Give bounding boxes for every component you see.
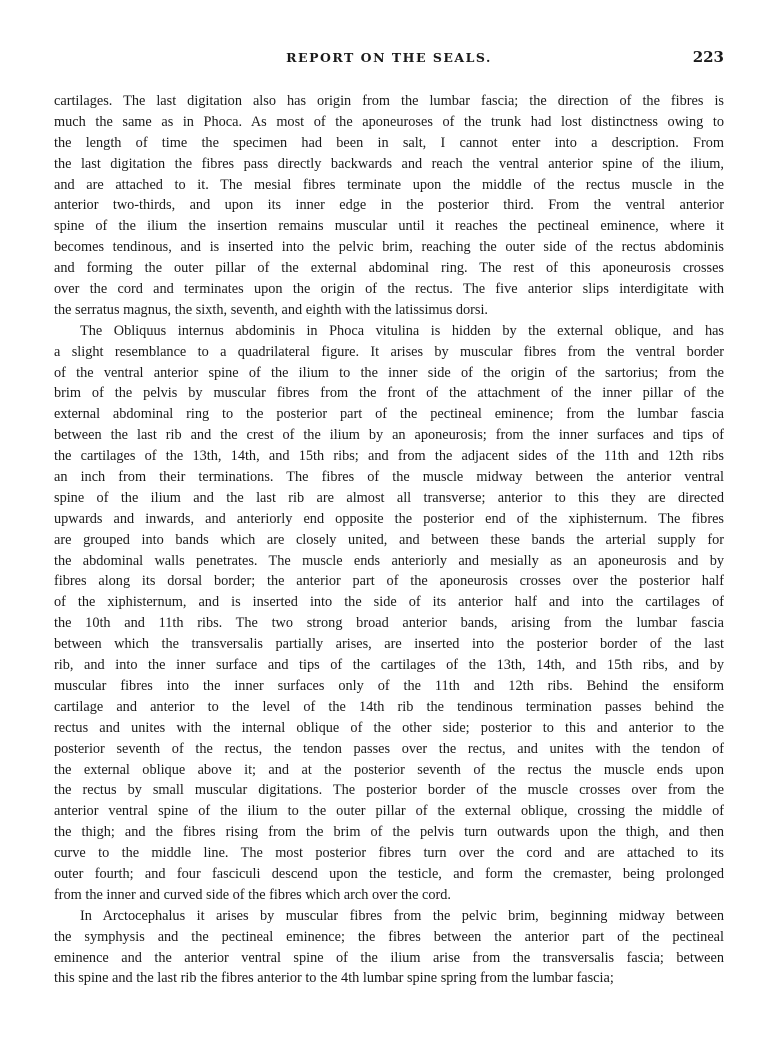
text-line: cartilage and anterior to the level of the 14th rib the tendinous termination passes behind the (54, 698, 724, 715)
text-line: cartilages. The last digitation also has origin from the lumbar fascia; the direction of the fibres is (54, 93, 724, 109)
text-line: much the same as in Phoca. As most of the aponeuroses of the trunk had lost distinctness owing to (54, 113, 724, 130)
text-line: the rectus by small muscular digitations. The posterior border of the muscle crosses over from the (54, 782, 724, 799)
text-line: eminence and the anterior ventral spine of the ilium arise from the transversalis fascia; between (54, 949, 724, 966)
text-line: upwards and inwards, and anteriorly end opposite the posterior end of the xiphisternum. The fibres (54, 510, 724, 527)
text-line: are grouped into bands which are closely united, and between these bands the arterial supply for (54, 531, 724, 548)
text-line: between which the transversalis partially arises, are inserted into the posterior border of the last (54, 636, 724, 653)
page-number: 223 (692, 48, 724, 66)
text-line: the abdominal walls penetrates. The muscle ends anteriorly and mesially as an aponeurosis and by (54, 552, 724, 569)
text-line: muscular fibres into the inner surfaces only of the 11th and 12th ribs. Behind the ensiform (54, 677, 724, 694)
text-line: from the inner and curved side of the fibres which arch over the cord. (54, 886, 451, 903)
text-line: and forming the outer pillar of the external abdominal ring. The rest of this aponeurosis crosses (54, 260, 724, 277)
text-line: brim of the pelvis by muscular fibres from the front of the attachment of the inner pillar of the (54, 385, 724, 402)
text-line: of the xiphisternum, and is inserted into the side of its anterior half and into the cartilages of (54, 594, 724, 611)
text-line: this spine and the last rib the fibres anterior to the 4th lumbar spine spring from the lumbar fascia; (54, 970, 614, 987)
running-header (54, 50, 724, 72)
text-line: the length of time the specimen had been in salt, I cannot enter into a description. From (54, 134, 724, 151)
text-line: the cartilages of the 13th, 14th, and 15th ribs; and from the adjacent sides of the 11th and 12th ribs (54, 448, 724, 465)
text-line: the 10th and 11th ribs. The two strong broad anterior bands, arising from the lumbar fascia (54, 615, 724, 632)
text-line: outer fourth; and four fasciculi descend upon the testicle, and form the cremaster, being prolonged (54, 865, 724, 882)
text-line: the serratus magnus, the sixth, seventh, and eighth with the latissimus dorsi. (54, 301, 489, 318)
paragraph (54, 321, 724, 906)
body-text (54, 91, 724, 989)
text-line: between the last rib and the crest of the ilium by an aponeurosis; from the inner surfaces and tips of (54, 427, 724, 444)
text-line: a slight resemblance to a quadrilateral figure. It arises by muscular fibres from the ventral border (54, 343, 724, 360)
text-line: In Arctocephalus it arises by muscular fibres from the pelvic brim, beginning midway between (80, 907, 724, 924)
text-line: the external oblique above it; and at the posterior seventh of the rectus the muscle ends upon (54, 761, 724, 778)
paragraph (54, 91, 724, 321)
text-line: anterior two-thirds, and upon its inner edge in the posterior third. From the ventral anterior (54, 197, 724, 214)
text-line: external abdominal ring to the posterior part of the pectineal eminence; from the lumbar fascia (54, 406, 724, 423)
text-line: an inch from their terminations. The fibres of the muscle midway between the anterior ventral (54, 469, 724, 486)
text-line: posterior seventh of the rectus, the tendon passes over the rectus, and unites with the tendon of (54, 740, 724, 757)
paragraph (54, 906, 724, 990)
text-line: fibres along its dorsal border; the anterior part of the aponeurosis crosses over the posterior half (54, 573, 724, 590)
text-line: rectus and unites with the internal oblique of the other side; posterior to this and anterior to the (54, 719, 724, 736)
text-line: anterior ventral spine of the ilium to the outer pillar of the external oblique, crossing the middle of (54, 803, 724, 820)
running-title: REPORT ON THE SEALS. (286, 50, 492, 65)
text-line: the thigh; and the fibres rising from the brim of the pelvis turn outwards upon the thigh, and then (54, 824, 724, 841)
text-line: and are attached to it. The mesial fibres terminate upon the middle of the rectus muscle in the (54, 176, 724, 193)
text-line: becomes tendinous, and is inserted into the pelvic brim, reaching the outer side of the rectus abdominis (54, 239, 724, 256)
text-line: spine of the ilium the insertion remains muscular until it reaches the pectineal eminence, where it (54, 218, 724, 235)
text-line: of the ventral anterior spine of the ilium to the inner side of the origin of the sartorius; from the (54, 364, 724, 381)
text-line: over the cord and terminates upon the origin of the rectus. The five anterior slips interdigitate with (54, 281, 724, 298)
text-line: the last digitation the fibres pass directly backwards and reach the ventral anterior spine of the ilium, (54, 155, 724, 172)
text-line: rib, and into the inner surface and tips of the cartilages of the 13th, 14th, and 15th ribs, and by (54, 657, 724, 674)
text-line: curve to the middle line. The most posterior fibres turn over the cord and are attached to its (54, 845, 724, 862)
text-line: the symphysis and the pectineal eminence; the fibres between the anterior part of the pectineal (54, 928, 724, 945)
text-line: The Obliquus internus abdominis in Phoca vitulina is hidden by the external oblique, and has (80, 322, 724, 339)
text-line: spine of the ilium and the last rib are almost all transverse; anterior to this they are directed (54, 489, 724, 506)
